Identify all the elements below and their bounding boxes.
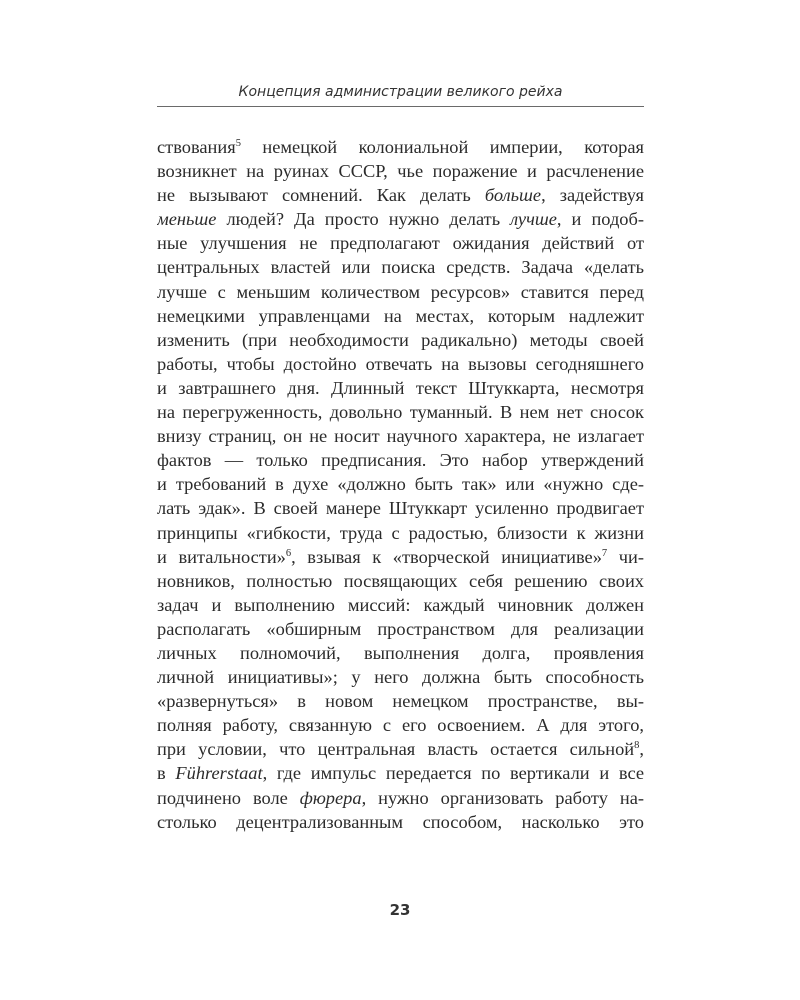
footnote-marker: 7 [601, 547, 608, 559]
text-run: располагать «обширным пространством для реализации [157, 618, 644, 639]
text-line [157, 521, 644, 545]
text-run: не вызывают сомнений. Как делать [157, 185, 485, 206]
text-run: изменить (при необходимости радикально) методы своей [157, 329, 644, 350]
text-line [157, 159, 644, 183]
text-run: лучше с меньшим количеством ресурсов» ставится перед [157, 281, 644, 302]
text-run: столько децентрализованным способом, насколько это [157, 811, 644, 832]
italic-run: фюрера [299, 787, 362, 808]
running-title: Концепция администрации великого рейха [238, 84, 563, 100]
text-run: , взывая к «творческой инициативе» [291, 546, 602, 567]
italic-run: меньше [157, 209, 217, 230]
text-run: лать эдак». В своей манере Штуккарт усиленно продвигает [157, 498, 644, 519]
text-line [157, 641, 644, 665]
text-run: на перегруженность, довольно туманный. В нем нет сносок [157, 402, 644, 423]
text-line [157, 617, 644, 641]
italic-run: лучше [510, 209, 557, 230]
text-run: задач и выполнению миссий: каждый чиновник должен [157, 594, 644, 615]
text-run: , [639, 739, 644, 760]
text-line [157, 786, 644, 810]
text-run: «развернуться» в новом немецком пространстве, вы- [157, 691, 644, 712]
text-run: личной инициативы»; у него должна быть способность [157, 667, 644, 688]
text-run: подчинено воле [157, 787, 300, 808]
header-rule [157, 106, 644, 107]
footnote-marker: 8 [634, 740, 640, 752]
text-run: личных полномочий, выполнения долга, проявления [157, 642, 644, 663]
text-run: немецкой колониальной империи, которая [240, 137, 644, 157]
italic-run: больше [484, 185, 542, 206]
text-run: чи- [607, 546, 644, 567]
text-run: , нужно организовать работу на- [361, 787, 644, 808]
text-run: , и подоб- [556, 209, 644, 230]
text-run: и витальности» [157, 546, 286, 567]
body-text [157, 135, 644, 834]
text-line [157, 810, 644, 834]
text-run: при условии, что центральная власть остается сильной [157, 739, 635, 760]
text-line [157, 448, 644, 472]
text-run: новников, полностью посвящающих себя решению своих [157, 570, 644, 591]
text-run: работы, чтобы достойно отвечать на вызовы сегодняшнего [157, 353, 644, 374]
text-line [157, 593, 644, 617]
text-run: и требований в духе «должно быть так» или «нужно сде- [157, 474, 644, 495]
text-line [157, 424, 644, 448]
text-line [157, 761, 644, 785]
text-line [157, 665, 644, 689]
text-run: , задействуя [541, 185, 644, 206]
text-run: , где импульс передается по вертикали и все [262, 763, 644, 784]
text-line [157, 304, 644, 328]
text-line [157, 496, 644, 520]
text-run: фактов — только предписания. Это набор утверждений [157, 450, 644, 471]
text-line [157, 472, 644, 496]
text-line [157, 183, 644, 207]
text-line [157, 569, 644, 593]
text-line [157, 400, 644, 424]
text-line [157, 207, 644, 231]
footnote-marker: 6 [285, 547, 292, 559]
text-line [157, 352, 644, 376]
text-line [157, 689, 644, 713]
text-run: принципы «гибкости, труда с радостью, близости к жизни [157, 522, 644, 543]
text-run: людей? Да просто нужно делать [216, 209, 511, 230]
text-run: в [157, 763, 176, 784]
text-line [157, 545, 644, 569]
text-run: ные улучшения не предполагают ожидания действий от [157, 233, 644, 254]
text-run: внизу страниц, он не носит научного характера, не излагает [157, 426, 644, 447]
text-line [157, 231, 644, 255]
text-run: и завтрашнего дня. Длинный текст Штуккарта, несмотря [157, 377, 644, 398]
text-line [157, 713, 644, 737]
text-line [157, 328, 644, 352]
text-run: полняя работу, связанную с его освоением. А для этого, [157, 715, 644, 736]
text-run: ствования [157, 137, 236, 157]
text-run: немецкими управленцами на местах, которым надлежит [157, 305, 644, 326]
footnote-marker: 5 [235, 138, 241, 149]
text-line [157, 280, 644, 304]
text-line [157, 255, 644, 279]
page-number: 23 [389, 901, 411, 919]
text-line [157, 737, 644, 761]
text-run: центральных властей или поиска средств. Задача «делать [157, 257, 644, 278]
text-run: возникнет на руинах СССР, чье поражение и расчленение [157, 161, 644, 182]
italic-run: Führerstaat [175, 763, 263, 784]
text-line [157, 135, 644, 159]
text-line [157, 376, 644, 400]
